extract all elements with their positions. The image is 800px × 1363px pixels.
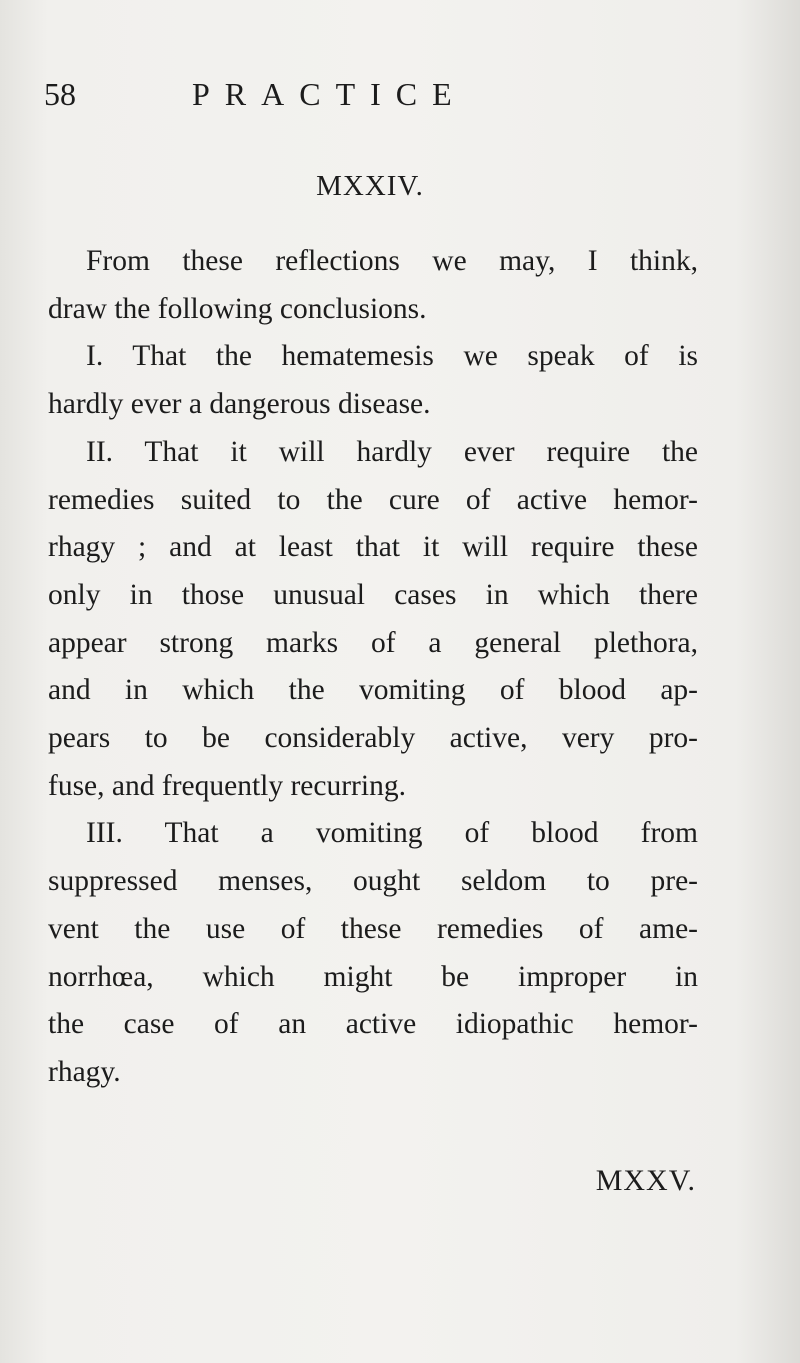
text-line: and in which the vomiting of blood ap-: [48, 674, 698, 707]
text-line: vent the use of these remedies of ame-: [48, 912, 698, 945]
text-line: fuse, and frequently recurring.: [48, 769, 406, 802]
text-line: I. That the hematemesis we speak of is: [86, 340, 698, 373]
text-line: rhagy.: [48, 1055, 121, 1088]
text-line: hardly ever a dangerous disease.: [48, 388, 431, 421]
text-line: II. That it will hardly ever require the: [86, 435, 698, 468]
text-line: appear strong marks of a general plethora,: [48, 626, 698, 659]
text-line: the case of an active idiopathic hemor-: [48, 1008, 698, 1041]
text-line: draw the following conclusions.: [48, 292, 427, 325]
next-section-number: MXXV.: [595, 1164, 696, 1197]
text-line: pears to be considerably active, very pro-: [48, 722, 698, 755]
text-line: norrhœa, which might be improper in: [48, 960, 698, 993]
text-line: rhagy ; and at least that it will require these: [48, 531, 698, 564]
text-line: From these reflections we may, I think,: [86, 245, 698, 277]
text-line: only in those unusual cases in which there: [48, 578, 698, 611]
body-text: [48, 238, 698, 1097]
section-number: MXXIV.: [316, 170, 424, 202]
text-line: remedies suited to the cure of active hemor-: [48, 483, 698, 516]
page-number: 58: [44, 76, 76, 112]
text-line: suppressed menses, ought seldom to pre-: [48, 865, 698, 898]
running-title: PRACTICE: [192, 76, 467, 112]
text-line: III. That a vomiting of blood from: [86, 817, 698, 850]
